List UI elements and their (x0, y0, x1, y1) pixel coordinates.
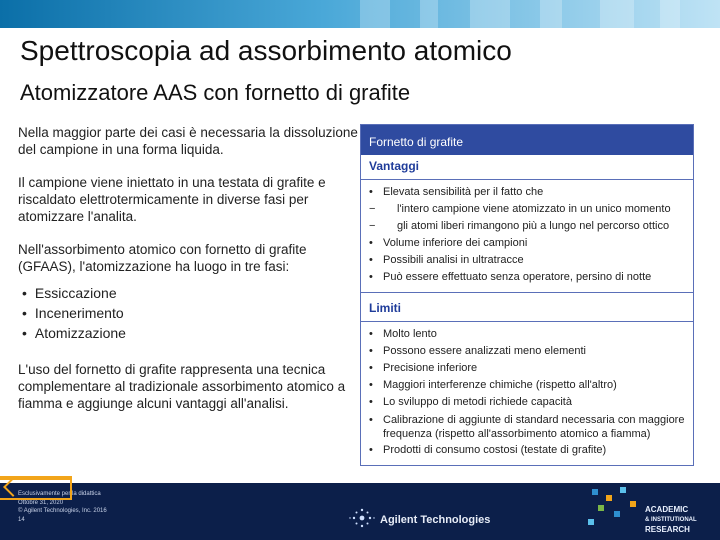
list-item: • Lo sviluppo di metodi richiede capacità (369, 394, 687, 411)
paragraph-complementary: L'uso del fornetto di grafite rappresenta una tecnica complementare al tradizionale assorbimento atomico a fiamma e aggiunge alcuni vantaggi all'analisi. (18, 362, 346, 411)
list-item: − gli atomi liberi rimangono più a lungo nel percorso ottico (369, 218, 687, 235)
academic-research-badge: ACADEMIC & INSTITUTIONAL RESEARCH (645, 505, 697, 534)
box-header: Fornetto di grafite (361, 125, 693, 155)
footer-bar (0, 483, 720, 540)
graphite-furnace-box (360, 124, 694, 466)
left-text-column (18, 124, 358, 428)
paragraph-gfaas: Nell'assorbimento atomico con fornetto di grafite (GFAAS), l'atomizzazione ha luogo in tre fasi: (18, 242, 307, 274)
list-item: • Molto lento (369, 326, 687, 343)
list-item: • Essiccazione (22, 283, 358, 303)
slide-subtitle: Atomizzatore AAS con fornetto di grafite (20, 80, 411, 105)
list-item: • Precisione inferiore (369, 360, 687, 377)
agilent-spark-icon (347, 505, 377, 531)
top-decorative-band (0, 0, 720, 28)
list-item: • Incenerimento (22, 303, 358, 323)
phases-list (22, 283, 358, 343)
list-item: • Volume inferiore dei campioni (369, 235, 687, 252)
advantages-list (361, 180, 693, 293)
list-item: • Possono essere analizzati meno elementi (369, 343, 687, 360)
list-item: − l'intero campione viene atomizzato in un unico momento (369, 201, 687, 218)
list-item: • Maggiori interferenze chimiche (rispetto all'altro) (369, 377, 687, 394)
list-item: • Atomizzazione (22, 323, 358, 343)
list-item: • Calibrazione di aggiunte di standard necessaria con maggiore frequenza (rispetto all'assorbimento atomico a fiamma) (369, 411, 687, 442)
list-item: • Elevata sensibilità per il fatto che (369, 184, 687, 201)
limits-title: Limiti (361, 293, 693, 322)
list-item: • Prodotti di consumo costosi (testate di grafite) (369, 442, 687, 459)
brand-name: Agilent Technologies (380, 514, 491, 526)
list-item: • Può essere effettuato senza operatore, persino di notte (369, 269, 687, 286)
paragraph-dissolution: Nella maggior parte dei casi è necessaria la dissoluzione del campione in una forma liquida. (18, 125, 358, 157)
footer-info: Esclusivamente per la didattica Ottobre 31, 2020 © Agilent Technologies, Inc. 2016 14 (18, 491, 107, 523)
list-item: • Possibili analisi in ultratracce (369, 252, 687, 269)
limits-list (361, 322, 693, 465)
paragraph-injection: Il campione viene iniettato in una testata di grafite e riscaldato elettrotermicamente in diverse fasi per atomizzare l'analita. (18, 175, 326, 224)
advantages-title: Vantaggi (361, 155, 693, 180)
slide-title: Spettroscopia ad assorbimento atomico (20, 35, 512, 66)
